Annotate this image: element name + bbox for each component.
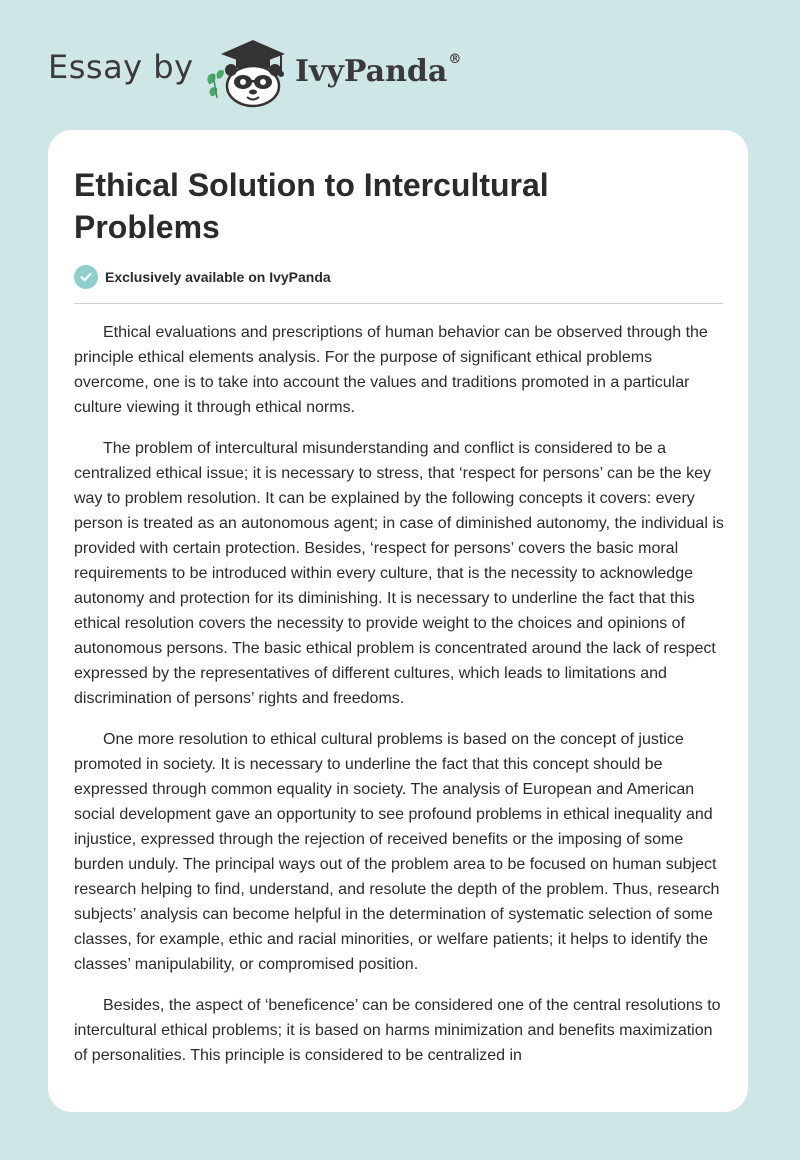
site-header — [48, 30, 748, 110]
brand-name[interactable] — [295, 54, 461, 89]
check-icon — [74, 265, 98, 289]
paragraph: Ethical evaluations and prescriptions of human behavior can be observed through the principle ethical elements analysis. For the purpose of significant ethical problems overcome, one is to take into account the values and traditions promoted in a particular culture viewing it through ethical norms. — [74, 324, 708, 416]
ivy-leaf-icon — [207, 70, 224, 98]
panda-graduate-icon[interactable] — [203, 34, 295, 108]
essay-title: Ethical Solution to Intercultural Problems — [74, 167, 549, 245]
essay-body — [74, 320, 726, 1084]
divider — [74, 303, 723, 304]
badge-label: Exclusively available on IvyPanda — [105, 269, 331, 285]
paragraph: The problem of intercultural misunderstanding and conflict is considered to be a centralized ethical issue; it is necessary to stress, that ‘respect for persons’ can be the key way to problem resolution. It can be explained by the following concepts it covers: every person is treated as an autonomous agent; in case of diminished autonomy, the individual is provided with certain protection. Besides, ‘respect for persons’ covers the basic moral requirements to be introduced within every culture, that is the necessity to acknowledge autonomy and protection for its diminishing. It is necessary to underline the fact that this ethical resolution covers the necessity to provide weight to the choices and opinions of autonomous persons. The basic ethical problem is concentrated around the lack of respect expressed by the representatives of different cultures, which leads to limitations and discrimination of persons’ rights and freedoms. — [74, 440, 724, 707]
registered-mark: ® — [448, 52, 462, 67]
paragraph: One more resolution to ethical cultural problems is based on the concept of justice promoted in society. It is necessary to underline the fact that this concept should be expressed through common equality in society. The analysis of European and American social development gave an opportunity to see profound problems in ethical inequality and injustice, expressed through the rejection of received benefits or the imposing of some burden unduly. The principal ways out of the problem area to be focused on human subject research helping to find, understand, and resolute the depth of the problem. Thus, research subjects’ analysis can become helpful in the determination of systematic selection of some classes, for example, ethic and racial minorities, or welfare patients; it helps to identify the classes’ manipulability, or compromised position. — [74, 731, 720, 973]
essay-by-label: Essay by — [48, 48, 194, 86]
essay-card — [48, 130, 748, 1112]
paragraph: Besides, the aspect of ‘beneficence’ can be considered one of the central resolutions to intercultural ethical problems; it is based on harms minimization and benefits maximization of personalities. This principle is considered to be centralized in — [74, 997, 721, 1064]
exclusive-badge — [74, 264, 331, 290]
brand-text: IvyPanda — [295, 54, 448, 89]
